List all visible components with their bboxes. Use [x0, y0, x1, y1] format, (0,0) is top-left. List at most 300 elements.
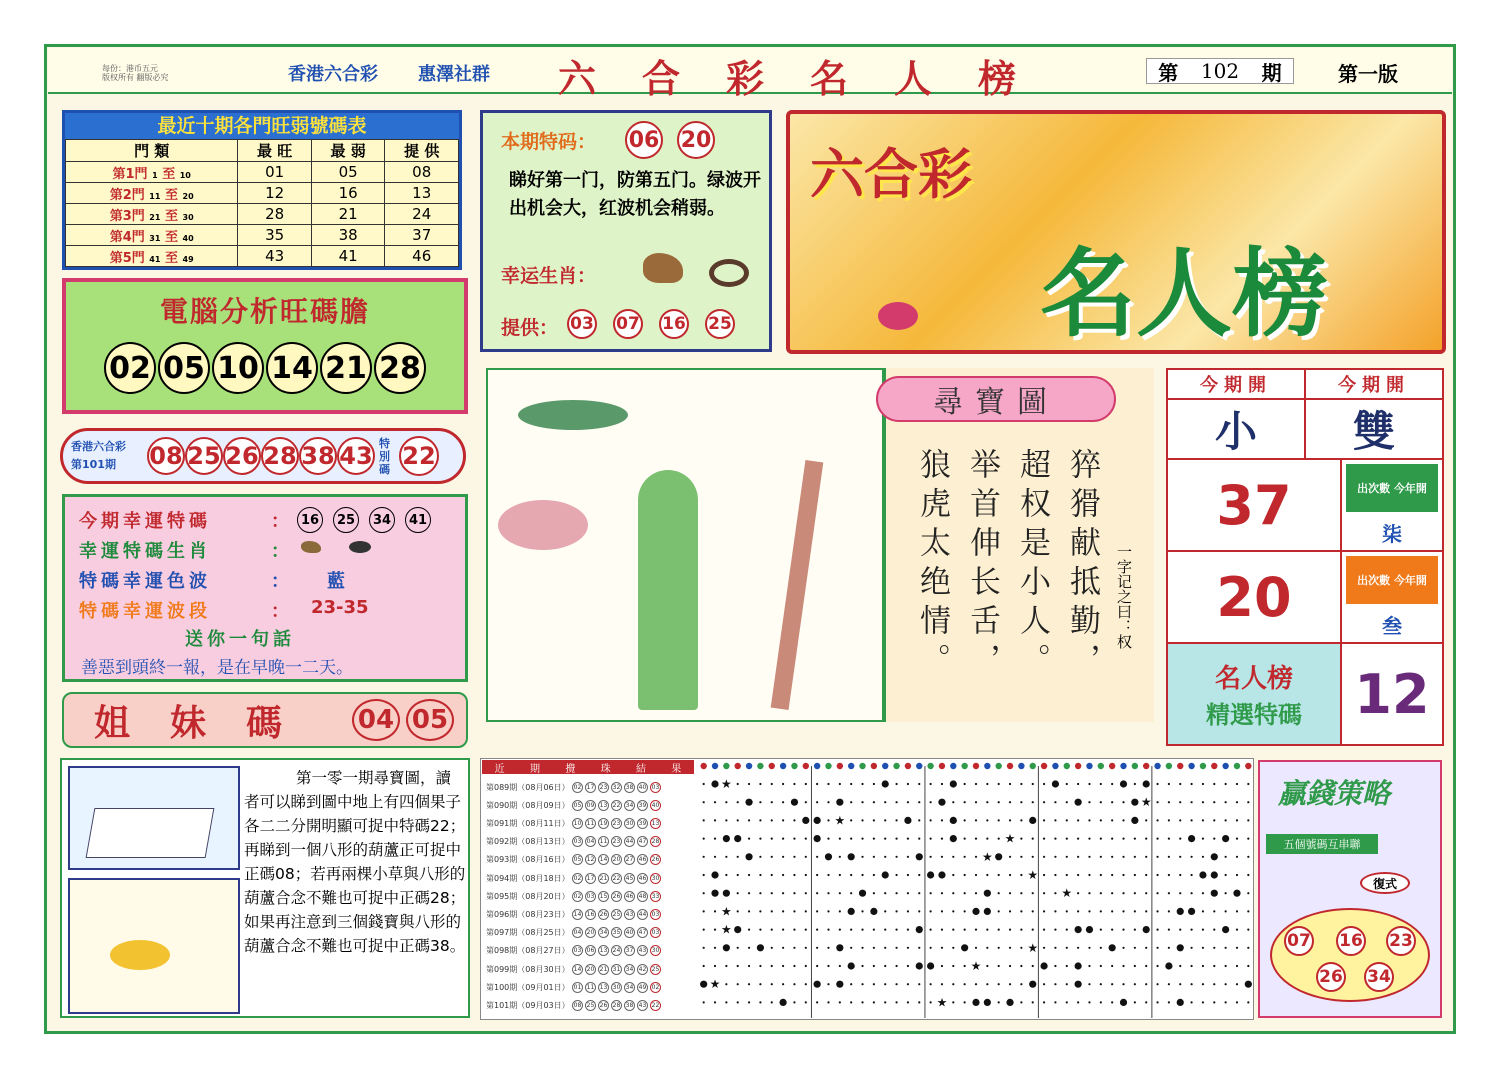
empty-mark — [1134, 965, 1136, 967]
count-badge-value: 叁 — [1382, 614, 1402, 638]
drawn-number-mark — [1075, 799, 1082, 806]
empty-mark — [918, 910, 920, 912]
empty-mark — [1032, 965, 1034, 967]
empty-mark — [1100, 783, 1102, 785]
history-ball: 03 — [573, 838, 582, 846]
empty-mark — [816, 874, 818, 876]
history-special-ball: 26 — [651, 856, 660, 864]
history-row — [486, 978, 694, 996]
empty-mark — [1225, 801, 1227, 803]
empty-mark — [1225, 983, 1227, 985]
empty-mark — [1020, 856, 1022, 858]
history-row — [486, 996, 694, 1014]
empty-mark — [850, 874, 852, 876]
special-star-mark: ★ — [720, 922, 732, 937]
range-to: 49 — [182, 254, 194, 264]
history-header-char: 攪 — [565, 763, 576, 775]
empty-mark — [850, 819, 852, 821]
empty-mark — [1088, 1001, 1090, 1003]
empty-mark — [930, 801, 932, 803]
special-star-mark: ★ — [709, 977, 721, 992]
empty-mark — [703, 783, 705, 785]
empty-mark — [941, 947, 943, 949]
empty-mark — [816, 929, 818, 931]
empty-mark — [1190, 892, 1192, 894]
empty-mark — [1009, 910, 1011, 912]
treasure-illustration — [486, 368, 884, 722]
empty-mark — [1111, 929, 1113, 931]
empty-mark — [1077, 819, 1079, 821]
open-value-2: 雙 — [1304, 398, 1444, 460]
empty-mark — [1043, 983, 1045, 985]
empty-mark — [793, 892, 795, 894]
empty-mark — [1100, 892, 1102, 894]
edition-label: 第一版 — [1338, 62, 1398, 86]
empty-mark — [725, 965, 727, 967]
empty-mark — [714, 947, 716, 949]
empty-mark — [793, 1001, 795, 1003]
result-101-panel — [60, 428, 466, 484]
special-star-mark: ★ — [720, 904, 732, 919]
empty-mark — [1020, 1001, 1022, 1003]
special-star-mark: ★ — [834, 813, 846, 828]
empty-mark — [1020, 947, 1022, 949]
empty-mark — [1190, 801, 1192, 803]
empty-mark — [839, 929, 841, 931]
color-ball-marker — [1211, 763, 1217, 769]
empty-mark — [1145, 856, 1147, 858]
saying-text: 善惡到頭終一報，是在早晚一二天。 — [81, 658, 353, 678]
history-ball: 24 — [612, 947, 621, 955]
empty-mark — [1247, 838, 1249, 840]
empty-mark — [1066, 783, 1068, 785]
empty-mark — [952, 965, 954, 967]
color-ball-marker — [1132, 763, 1138, 769]
empty-mark — [861, 801, 863, 803]
empty-mark — [907, 910, 909, 912]
empty-mark — [1179, 892, 1181, 894]
strategy-ball: 34 — [1364, 962, 1394, 992]
cold-cell: 41 — [311, 246, 385, 267]
empty-mark — [839, 783, 841, 785]
history-ball: 13 — [599, 983, 608, 991]
col-header: 最 弱 — [311, 140, 385, 162]
empty-mark — [759, 892, 761, 894]
empty-mark — [964, 983, 966, 985]
color-ball-marker — [723, 763, 729, 769]
color-ball-marker — [1120, 763, 1126, 769]
empty-mark — [1122, 874, 1124, 876]
history-ball: 30 — [625, 819, 634, 827]
empty-mark — [1236, 801, 1238, 803]
color-ball-marker — [1018, 763, 1024, 769]
empty-mark — [1247, 965, 1249, 967]
empty-mark — [1111, 856, 1113, 858]
empty-mark — [703, 965, 705, 967]
color-ball-marker — [973, 763, 979, 769]
empty-mark — [918, 1001, 920, 1003]
empty-mark — [793, 838, 795, 840]
empty-mark — [1236, 910, 1238, 912]
empty-mark — [1190, 819, 1192, 821]
history-period: 第092期（08月13日） — [486, 837, 570, 847]
empty-mark — [1168, 929, 1170, 931]
saying-title: 送你一句話 — [185, 629, 295, 650]
empty-mark — [964, 856, 966, 858]
empty-mark — [998, 783, 1000, 785]
strategy-tag: 復式 — [1360, 872, 1410, 894]
empty-mark — [805, 874, 807, 876]
empty-mark — [737, 783, 739, 785]
drawn-number-mark — [984, 890, 991, 897]
empty-mark — [1066, 965, 1068, 967]
empty-mark — [895, 965, 897, 967]
empty-mark — [1156, 801, 1158, 803]
history-special-ball: 03 — [651, 783, 660, 791]
range-from: 1 — [152, 170, 158, 180]
empty-mark — [816, 892, 818, 894]
history-ball: 20 — [612, 856, 621, 864]
drawn-number-mark — [1143, 926, 1150, 933]
empty-mark — [1156, 783, 1158, 785]
special-star-mark: ★ — [1027, 868, 1039, 882]
result-label — [71, 438, 147, 474]
lucky-color-colon: ： — [271, 571, 289, 592]
empty-mark — [1145, 874, 1147, 876]
empty-mark — [861, 910, 863, 912]
empty-mark — [1043, 1001, 1045, 1003]
empty-mark — [839, 856, 841, 858]
empty-mark — [1088, 910, 1090, 912]
empty-mark — [964, 965, 966, 967]
empty-mark — [1236, 819, 1238, 821]
empty-mark — [1179, 801, 1181, 803]
banner-line-1: 六合彩 — [810, 143, 972, 206]
famous-label: 名人榜 — [1214, 664, 1293, 694]
empty-mark — [1032, 892, 1034, 894]
empty-mark — [1111, 783, 1113, 785]
empty-mark — [816, 1001, 818, 1003]
empty-mark — [1054, 838, 1056, 840]
drawn-number-mark — [848, 908, 855, 915]
empty-mark — [1168, 892, 1170, 894]
gate-label: 第3門 — [109, 208, 145, 224]
number-ball: 05 — [158, 342, 210, 394]
empty-mark — [793, 910, 795, 912]
history-special-ball: 13 — [651, 819, 660, 827]
color-ball-marker — [882, 763, 888, 769]
empty-mark — [1179, 965, 1181, 967]
empty-mark — [1236, 783, 1238, 785]
history-ball: 43 — [638, 947, 647, 955]
empty-mark — [1077, 783, 1079, 785]
empty-mark — [1236, 947, 1238, 949]
empty-mark — [1077, 874, 1079, 876]
drawn-number-mark — [848, 853, 855, 860]
empty-mark — [737, 892, 739, 894]
empty-mark — [1043, 892, 1045, 894]
color-ball-marker — [1222, 763, 1228, 769]
empty-mark — [861, 856, 863, 858]
empty-mark — [1100, 838, 1102, 840]
history-ball: 15 — [599, 892, 608, 900]
empty-mark — [827, 1001, 829, 1003]
empty-mark — [714, 910, 716, 912]
treasure-scroll — [884, 368, 1154, 722]
empty-mark — [998, 910, 1000, 912]
hotcold-title: 最近十期各門旺弱號碼表 — [65, 113, 459, 139]
cold-cell: 38 — [311, 225, 385, 246]
empty-mark — [771, 783, 773, 785]
drawn-number-mark — [1177, 908, 1184, 915]
history-ball: 13 — [599, 947, 608, 955]
empty-mark — [1168, 819, 1170, 821]
empty-mark — [986, 874, 988, 876]
empty-mark — [1247, 1001, 1249, 1003]
table-row — [66, 246, 459, 267]
table-row — [66, 183, 459, 204]
empty-mark — [759, 874, 761, 876]
empty-mark — [1054, 892, 1056, 894]
empty-mark — [782, 783, 784, 785]
drawn-number-mark — [723, 944, 730, 951]
empty-mark — [895, 929, 897, 931]
empty-mark — [1054, 947, 1056, 949]
empty-mark — [816, 783, 818, 785]
drawn-number-mark — [984, 999, 991, 1006]
treasure-poem — [914, 448, 1100, 682]
history-row — [486, 942, 694, 960]
drawn-number-mark — [904, 817, 911, 824]
hot-cell: 28 — [238, 204, 312, 225]
empty-mark — [827, 783, 829, 785]
tip-panel — [480, 110, 772, 352]
history-header-char: 期 — [529, 763, 540, 775]
history-ball: 47 — [638, 929, 647, 937]
empty-mark — [907, 801, 909, 803]
strategy-ball: 23 — [1386, 926, 1416, 956]
empty-mark — [1247, 892, 1249, 894]
history-ball: 46 — [638, 874, 647, 882]
empty-mark — [771, 856, 773, 858]
empty-mark — [725, 1001, 727, 1003]
history-ball: 05 — [573, 801, 582, 809]
empty-mark — [759, 838, 761, 840]
drawn-number-mark — [916, 962, 923, 969]
empty-mark — [1179, 929, 1181, 931]
empty-mark — [998, 892, 1000, 894]
empty-mark — [1088, 947, 1090, 949]
empty-mark — [884, 819, 886, 821]
give-cell: 13 — [385, 183, 459, 204]
drawn-number-mark — [814, 981, 821, 988]
empty-mark — [986, 965, 988, 967]
tip-give-ball: 16 — [659, 309, 689, 339]
history-ball: 43 — [638, 1001, 647, 1009]
empty-mark — [975, 983, 977, 985]
color-ball-marker — [1086, 763, 1092, 769]
history-special-ball: 28 — [651, 838, 660, 846]
empty-mark — [1247, 874, 1249, 876]
empty-mark — [1077, 856, 1079, 858]
tree-trunk — [771, 460, 824, 710]
computer-numbers — [66, 342, 464, 394]
drawn-number-mark — [916, 926, 923, 933]
history-ball: 48 — [638, 892, 647, 900]
empty-mark — [1032, 801, 1034, 803]
empty-mark — [1145, 819, 1147, 821]
empty-mark — [1043, 856, 1045, 858]
empty-mark — [964, 801, 966, 803]
empty-mark — [1020, 892, 1022, 894]
empty-mark — [1202, 856, 1204, 858]
empty-mark — [771, 892, 773, 894]
empty-mark — [737, 874, 739, 876]
history-ball: 32 — [612, 783, 621, 791]
empty-mark — [1100, 856, 1102, 858]
famous-sub-label: 精選特碼 — [1206, 701, 1302, 729]
empty-mark — [782, 947, 784, 949]
empty-mark — [1247, 801, 1249, 803]
history-ball: 46 — [638, 856, 647, 864]
empty-mark — [986, 819, 988, 821]
empty-mark — [1009, 819, 1011, 821]
empty-mark — [771, 838, 773, 840]
history-ball: 26 — [599, 910, 608, 918]
empty-mark — [1145, 965, 1147, 967]
empty-mark — [884, 965, 886, 967]
empty-mark — [1100, 819, 1102, 821]
history-ball: 13 — [599, 801, 608, 809]
history-ball: 04 — [586, 838, 595, 846]
drawn-number-mark — [927, 962, 934, 969]
drawn-number-mark — [1086, 926, 1093, 933]
empty-mark — [964, 783, 966, 785]
empty-mark — [930, 838, 932, 840]
empty-mark — [964, 892, 966, 894]
empty-mark — [1247, 910, 1249, 912]
empty-mark — [816, 801, 818, 803]
color-ball-marker — [848, 763, 854, 769]
empty-mark — [1156, 983, 1158, 985]
history-ball: 21 — [599, 965, 608, 973]
page-title: 六合彩名人榜 — [558, 56, 1063, 101]
empty-mark — [1122, 892, 1124, 894]
drawn-number-mark — [745, 853, 752, 860]
empty-mark — [737, 947, 739, 949]
empty-mark — [805, 892, 807, 894]
empty-mark — [952, 1001, 954, 1003]
tip-ball: 06 — [625, 121, 663, 159]
empty-mark — [1111, 965, 1113, 967]
empty-mark — [1020, 801, 1022, 803]
empty-mark — [748, 947, 750, 949]
empty-mark — [1066, 856, 1068, 858]
gate-label: 第5門 — [109, 250, 145, 266]
history-row — [486, 833, 694, 851]
empty-mark — [873, 819, 875, 821]
special-star-mark: ★ — [1061, 886, 1073, 901]
empty-mark — [986, 838, 988, 840]
empty-mark — [827, 892, 829, 894]
empty-mark — [771, 801, 773, 803]
drawn-number-mark — [700, 981, 707, 988]
empty-mark — [1020, 929, 1022, 931]
empty-mark — [805, 856, 807, 858]
org-name-1: 香港六合彩 — [288, 64, 378, 85]
empty-mark — [907, 838, 909, 840]
history-header-char: 果 — [671, 763, 682, 775]
empty-mark — [759, 819, 761, 821]
history-ball: 08 — [573, 1001, 582, 1009]
empty-mark — [839, 910, 841, 912]
empty-mark — [1054, 983, 1056, 985]
history-period: 第089期（08月06日） — [486, 782, 570, 792]
empty-mark — [941, 910, 943, 912]
empty-mark — [850, 783, 852, 785]
strategy-panel — [1258, 760, 1442, 1018]
history-ball: 11 — [599, 838, 608, 846]
history-period: 第101期（09月03日） — [486, 1000, 570, 1010]
empty-mark — [1168, 783, 1170, 785]
color-ball-marker — [961, 763, 967, 769]
empty-mark — [1236, 856, 1238, 858]
history-period: 第099期（08月30日） — [486, 964, 570, 974]
history-ball: 23 — [599, 783, 608, 791]
empty-mark — [975, 819, 977, 821]
empty-mark — [793, 965, 795, 967]
empty-mark — [1100, 983, 1102, 985]
history-ball: 21 — [599, 874, 608, 882]
banner-line-2: 名人榜 — [1040, 238, 1328, 350]
empty-mark — [1190, 1001, 1192, 1003]
drawn-number-mark — [836, 944, 843, 951]
cold-cell: 21 — [311, 204, 385, 225]
empty-mark — [1190, 783, 1192, 785]
col-header: 提 供 — [385, 140, 459, 162]
empty-mark — [1111, 819, 1113, 821]
range-to: 20 — [182, 191, 194, 201]
drawn-number-mark — [1029, 981, 1036, 988]
history-ball: 02 — [573, 783, 582, 791]
empty-mark — [1190, 856, 1192, 858]
history-row — [486, 851, 694, 869]
special-star-mark: ★ — [936, 995, 948, 1010]
range-sep: 至 — [164, 187, 178, 203]
empty-mark — [884, 892, 886, 894]
drawn-number-mark — [745, 799, 752, 806]
empty-mark — [1043, 819, 1045, 821]
empty-mark — [1134, 947, 1136, 949]
empty-mark — [782, 856, 784, 858]
special-star-mark: ★ — [981, 849, 993, 864]
empty-mark — [827, 874, 829, 876]
history-header-char: 結 — [635, 763, 646, 775]
range-sep: 至 — [164, 229, 178, 245]
empty-mark — [895, 819, 897, 821]
empty-mark — [907, 965, 909, 967]
empty-mark — [1179, 983, 1181, 985]
empty-mark — [975, 929, 977, 931]
drawn-number-mark — [734, 835, 741, 842]
result-ball: 38 — [299, 437, 337, 475]
drawn-number-mark — [802, 817, 809, 824]
empty-mark — [975, 838, 977, 840]
history-ball: 03 — [586, 892, 595, 900]
color-ball-marker — [757, 763, 763, 769]
empty-mark — [850, 838, 852, 840]
empty-mark — [737, 983, 739, 985]
